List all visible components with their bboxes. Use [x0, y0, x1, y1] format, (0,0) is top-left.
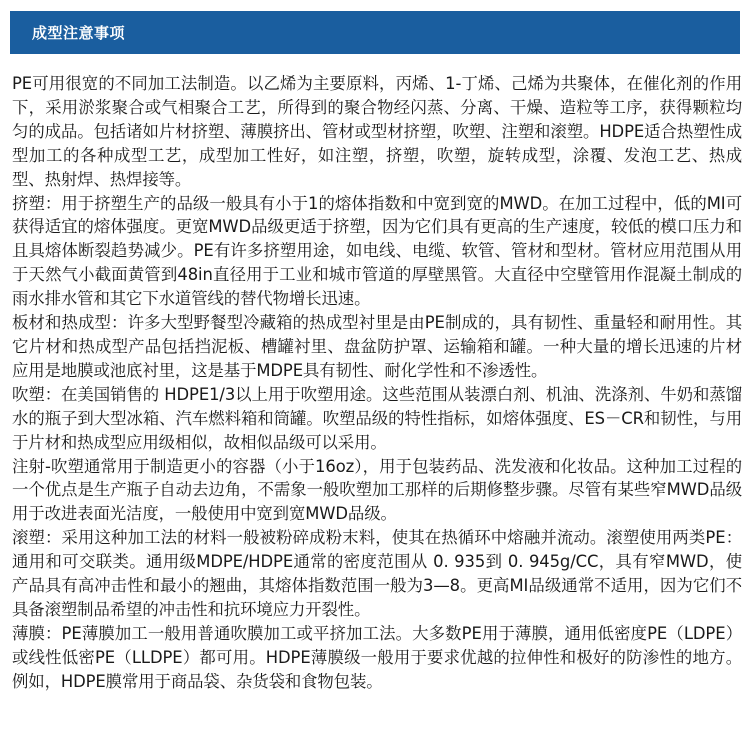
paragraph-blow-molding: 吹塑：在美国销售的 HDPE1/3以上用于吹塑用途。这些范围从装漂白剂、机油、洗涤剂、牛奶和蒸馏水的瓶子到大型冰箱、汽车燃料箱和筒罐。吹塑品级的特性指标，如熔体强度、ES－CR和韧性，与用于片材和热成型应用级相似，故相似品级可以采用。 [12, 384, 742, 452]
section-header [10, 11, 740, 54]
paragraph-film: 薄膜：PE薄膜加工一般用普通吹膜加工或平挤加工法。大多数PE用于薄膜，通用低密度PE（LDPE）或线性低密PE（LLDPE）都可用。HDPE薄膜级一般用于要求优越的拉伸性和极好的防渗性的地方。例如，HDPE膜常用于商品袋、杂货袋和食物包装。 [12, 623, 742, 691]
article-body [12, 72, 742, 694]
paragraph-rotomolding: 滚塑：采用这种加工法的材料一般被粉碎成粉末料，使其在热循环中熔融并流动。滚塑使用两类PE：通用和可交联类。通用级MDPE/HDPE通常的密度范围从 0. 935到 0. 945g/CC，具有窄MWD，使产品具有高冲击性和最小的翘曲，其熔体指数范围一般为3—8。更高MI品级通常不适用，因为它们不具备滚塑制品希望的冲击性和抗环境应力开裂性。 [12, 528, 742, 619]
paragraph-sheet-thermoforming: 板材和热成型：许多大型野餐型冷藏箱的热成型衬里是由PE制成的，具有韧性、重量轻和耐用性。其它片材和热成型产品包括挡泥板、槽罐衬里、盘盆防护罩、运输箱和罐。一种大量的增长迅速的片材应用是地膜或池底衬里，这是基于MDPE具有韧性、耐化学性和不渗透性。 [12, 313, 742, 380]
paragraph-intro: PE可用很宽的不同加工法制造。以乙烯为主要原料，丙烯、1-丁烯、己烯为共聚体，在催化剂的作用下，采用淤浆聚合或气相聚合工艺，所得到的聚合物经闪蒸、分离、干燥、造粒等工序，获得颗粒均匀的成品。包括诸如片材挤塑、薄膜挤出、管材或型材挤塑，吹塑、注塑和滚塑。HDPE适合热塑性成型加工的各种成型工艺，成型加工性好，如注塑，挤塑，吹塑，旋转成型，涂覆、发泡工艺、热成型、热射焊、热焊接等。 [12, 74, 742, 189]
paragraph-extrusion: 挤塑：用于挤塑生产的品级一般具有小于1的熔体指数和中宽到宽的MWD。在加工过程中，低的MI可获得适宜的熔体强度。更宽MWD品级更适于挤塑，因为它们具有更高的生产速度，较低的模口压力和且具熔体断裂趋势减少。PE有许多挤塑用途，如电线、电缆、软管、管材和型材。管材应用范围从用于天然气小截面黄管到48in直径用于工业和城市管道的厚壁黑管。大直径中空壁管用作混凝土制成的雨水排水管和其它下水道管线的替代物增长迅速。 [12, 193, 742, 309]
paragraph-injection-blow-molding: 注射-吹塑通常用于制造更小的容器（小于16oz），用于包装药品、洗发液和化妆品。这种加工过程的一个优点是生产瓶子自动去边角，不需象一般吹塑加工那样的后期修整步骤。尽管有某些窄MWD品级用于改进表面光洁度，一般使用中宽到宽MWD品级。 [12, 456, 742, 524]
section-title: 成型注意事项 [32, 24, 126, 42]
